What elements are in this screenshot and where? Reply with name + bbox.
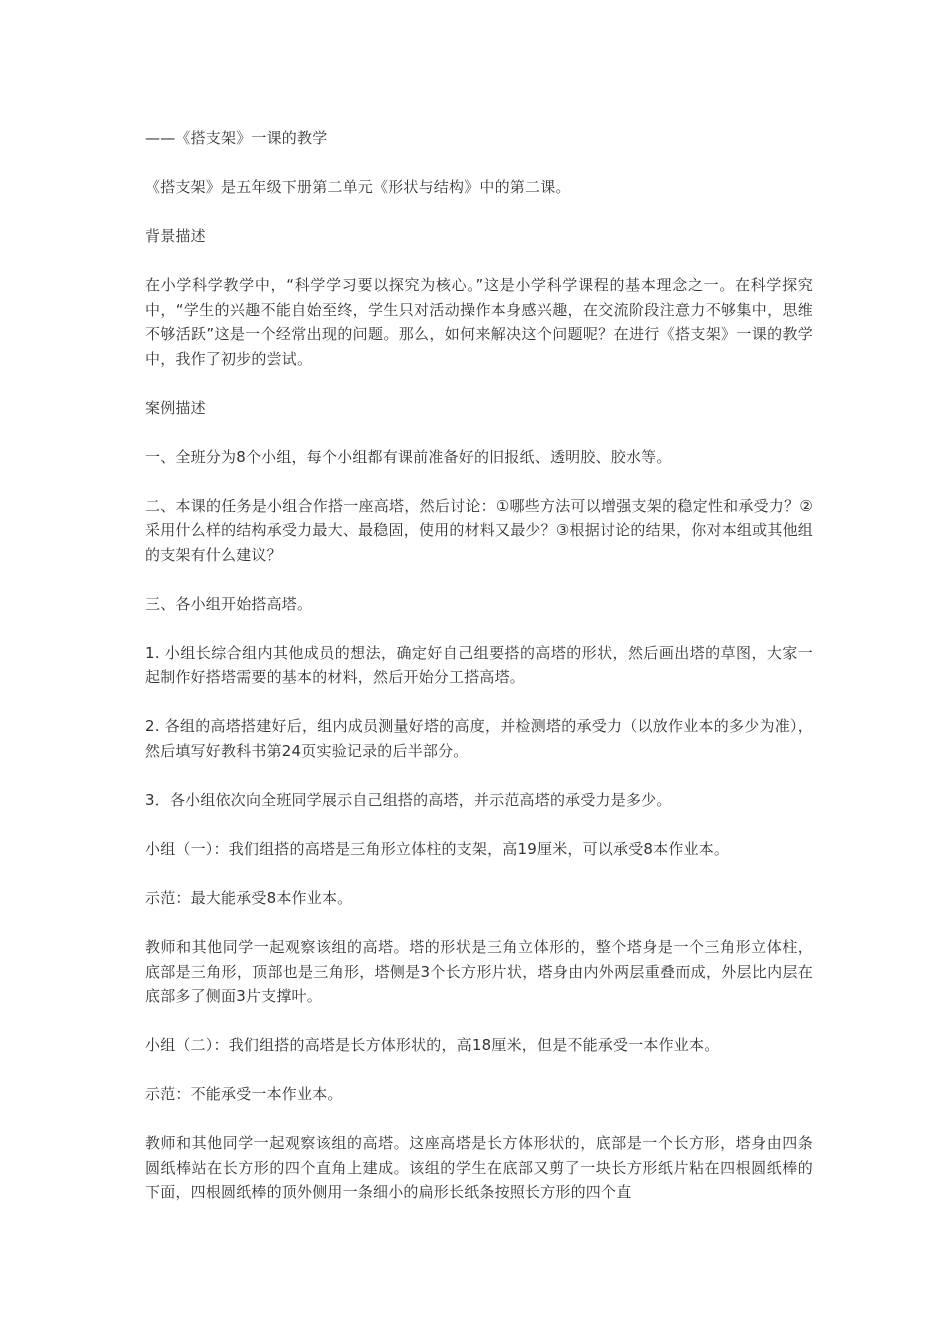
substep-2-paragraph: 2. 各组的高塔搭建好后，组内成员测量好塔的高度，并检测塔的承受力（以放作业本的多少为准），然后填写好教科书第24页实验记录的后半部分。 [145,717,813,761]
background-paragraph: 在小学科学教学中，“科学学习要以探究为核心。”这是小学科学课程的基本理念之一。在科学探究中，“学生的兴趣不能自始至终，学生只对活动操作本身感兴趣，在交流阶段注意力不够集中，思维不够活跃”这是一个经常出现的问题。那么，如何来解决这个问题呢？在进行《搭支架》一课的教学中，我作了初步的尝试。 [145,275,813,368]
section-heading-case: 案例描述 [145,398,206,417]
section-heading-background: 背景描述 [145,226,206,245]
group-one-demo: 示范：最大能承受8本作业本。 [145,888,353,907]
group-one-paragraph: 小组（一）：我们组搭的高塔是三角形立体柱的支架，高19厘米，可以承受8本作业本。 [145,839,730,858]
step-two-paragraph: 二、本课的任务是小组合作搭一座高塔，然后讨论：①哪些方法可以增强支架的稳定性和承受力？②采用什么样的结构承受力最大、最稳固，使用的材料又最少？③根据讨论的结果，你对本组或其他组的支架有什么建议？ [145,496,813,564]
group-two-demo: 示范：不能承受一本作业本。 [145,1085,343,1104]
step-one-paragraph: 一、全班分为8个小组，每个小组都有课前准备好的旧报纸、透明胶、胶水等。 [145,447,672,466]
document-body [145,126,813,1205]
step-three-paragraph: 三、各小组开始搭高塔。 [145,594,313,613]
group-one-observation: 教师和其他同学一起观察该组的高塔。塔的形状是三角立体形的，整个塔身是一个三角形立体柱，底部是三角形，顶部也是三角形，塔侧是3个长方形片状，塔身由内外两层重叠而成，外层比内层在底部多了侧面3片支撑叶。 [145,937,813,1006]
group-two-paragraph: 小组（二）：我们组搭的高塔是长方体形状的，高18厘米，但是不能承受一本作业本。 [145,1036,720,1055]
subtitle: ——《搭支架》一课的教学 [145,129,328,147]
substep-3-paragraph: 3．各小组依次向全班同学展示自己组搭的高塔，并示范高塔的承受力是多少。 [145,791,672,809]
group-two-observation: 教师和其他同学一起观察该组的高塔。这座高塔是长方体形状的，底部是一个长方形，塔身由四条圆纸棒站在长方形的四个直角上建成。该组的学生在底部又剪了一块长方形纸片粘在四根圆纸棒的下面，四根圆纸棒的顶外侧用一条细小的扁形长纸条按照长方形的四个直 [145,1134,813,1202]
intro-paragraph: 《搭支架》是五年级下册第二单元《形状与结构》中的第二课。 [145,177,571,196]
substep-1-paragraph: 1. 小组长综合组内其他成员的想法，确定好自己组要搭的高塔的形状，然后画出塔的草图，大家一起制作好搭塔需要的基本的材料，然后开始分工搭高塔。 [145,643,813,687]
